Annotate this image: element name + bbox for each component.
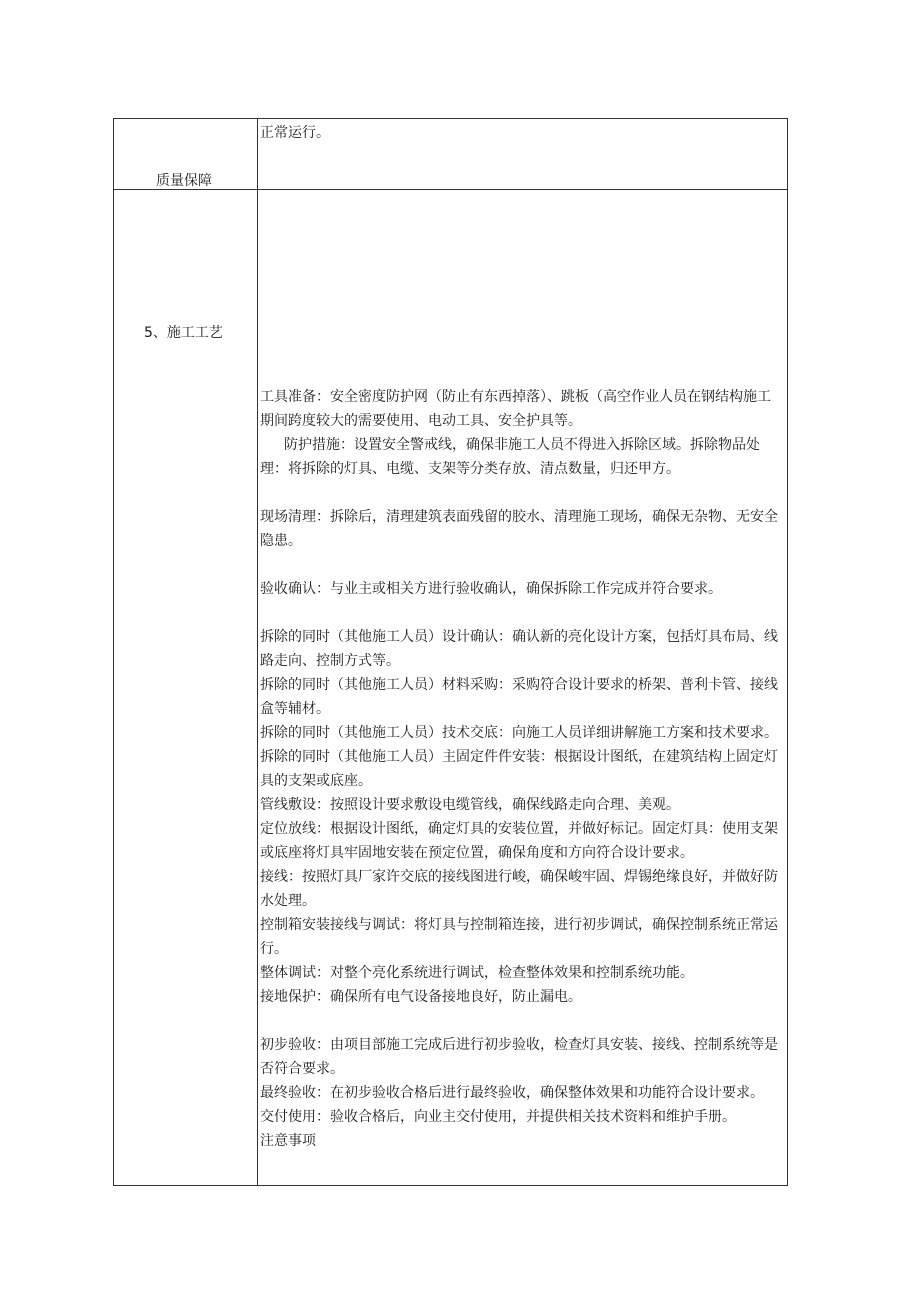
row-label-process: 5、施工工艺 xyxy=(144,325,223,341)
paragraph-protection: 防护措施：设置安全警戒线，确保非施工人员不得进入拆除区域。拆除物品处理：将拆除的灯具、电缆、支架等分类存放、清点数量，归还甲方。 xyxy=(260,437,760,477)
paragraph-control-box: 控制箱安装接线与调试：将灯具与控制箱连接，进行初步调试，确保控制系统正常运行。 xyxy=(260,917,778,957)
row-divider xyxy=(114,189,787,190)
paragraph-briefing: 拆除的同时（其他施工人员）技术交底：向施工人员详细讲解施工方案和技术要求。 xyxy=(260,725,778,741)
paragraph-procurement: 拆除的同时（其他施工人员）材料采购：采购符合设计要求的桥架、普利卡管、接线盒等辅材。 xyxy=(260,677,778,717)
paragraph-grounding: 接地保护：确保所有电气设备接地良好，防止漏电。 xyxy=(260,989,582,1005)
paragraph-tools: 工具准备：安全密度防护网（防止有东西掉落）、跳板（高空作业人员在钢结构施工期间跨度较大的需要使用、电动工具、安全护具等。 xyxy=(260,389,771,429)
paragraph-conduit: 管线敷设：按照设计要求敷设电缆管线，确保线路走向合理、美观。 xyxy=(260,797,680,813)
row-label-quality: 质量保障 xyxy=(156,173,212,189)
paragraph-initial-acceptance: 初步验收：由项目部施工完成后进行初步验收，检查灯具安装、接线、控制系统等是否符合要求。 xyxy=(260,1037,778,1077)
paragraph-design: 拆除的同时（其他施工人员）设计确认：确认新的亮化设计方案，包括灯具布局、线路走向、控制方式等。 xyxy=(260,629,778,669)
document-table xyxy=(113,118,788,1186)
paragraph-delivery: 交付使用：验收合格后，向业主交付使用，并提供相关技术资料和维护手册。 xyxy=(260,1109,736,1125)
column-divider xyxy=(257,119,258,1185)
paragraph-notes: 注意事项 xyxy=(260,1133,316,1149)
paragraph-overall-test: 整体调试：对整个亮化系统进行调试，检查整体效果和控制系统功能。 xyxy=(260,965,694,981)
paragraph-acceptance: 验收确认：与业主或相关方进行验收确认，确保拆除工作完成并符合要求。 xyxy=(260,581,722,597)
paragraph: 正常运行。 xyxy=(260,125,330,141)
paragraph-wiring: 接线：按照灯具厂家许交底的接线图进行峻，确保峻牢固、焊锡绝缘良好，并做好防水处理。 xyxy=(260,869,778,909)
row-text-quality xyxy=(260,121,783,145)
paragraph-fixtures: 拆除的同时（其他施工人员）主固定件件安装：根据设计图纸，在建筑结构上固定灯具的支架或底座。 xyxy=(260,749,778,789)
paragraph-cleanup: 现场清理：拆除后，清理建筑表面残留的胶水、清理施工现场，确保无杂物、无安全隐患。 xyxy=(260,509,778,549)
row-text-process xyxy=(260,385,783,1153)
paragraph-final-acceptance: 最终验收：在初步验收合格后进行最终验收，确保整体效果和功能符合设计要求。 xyxy=(260,1085,764,1101)
paragraph-positioning: 定位放线：根据设计图纸，确定灯具的安装位置，并做好标记。固定灯具：使用支架或底座将灯具牢固地安装在预定位置，确保角度和方向符合设计要求。 xyxy=(260,821,778,861)
